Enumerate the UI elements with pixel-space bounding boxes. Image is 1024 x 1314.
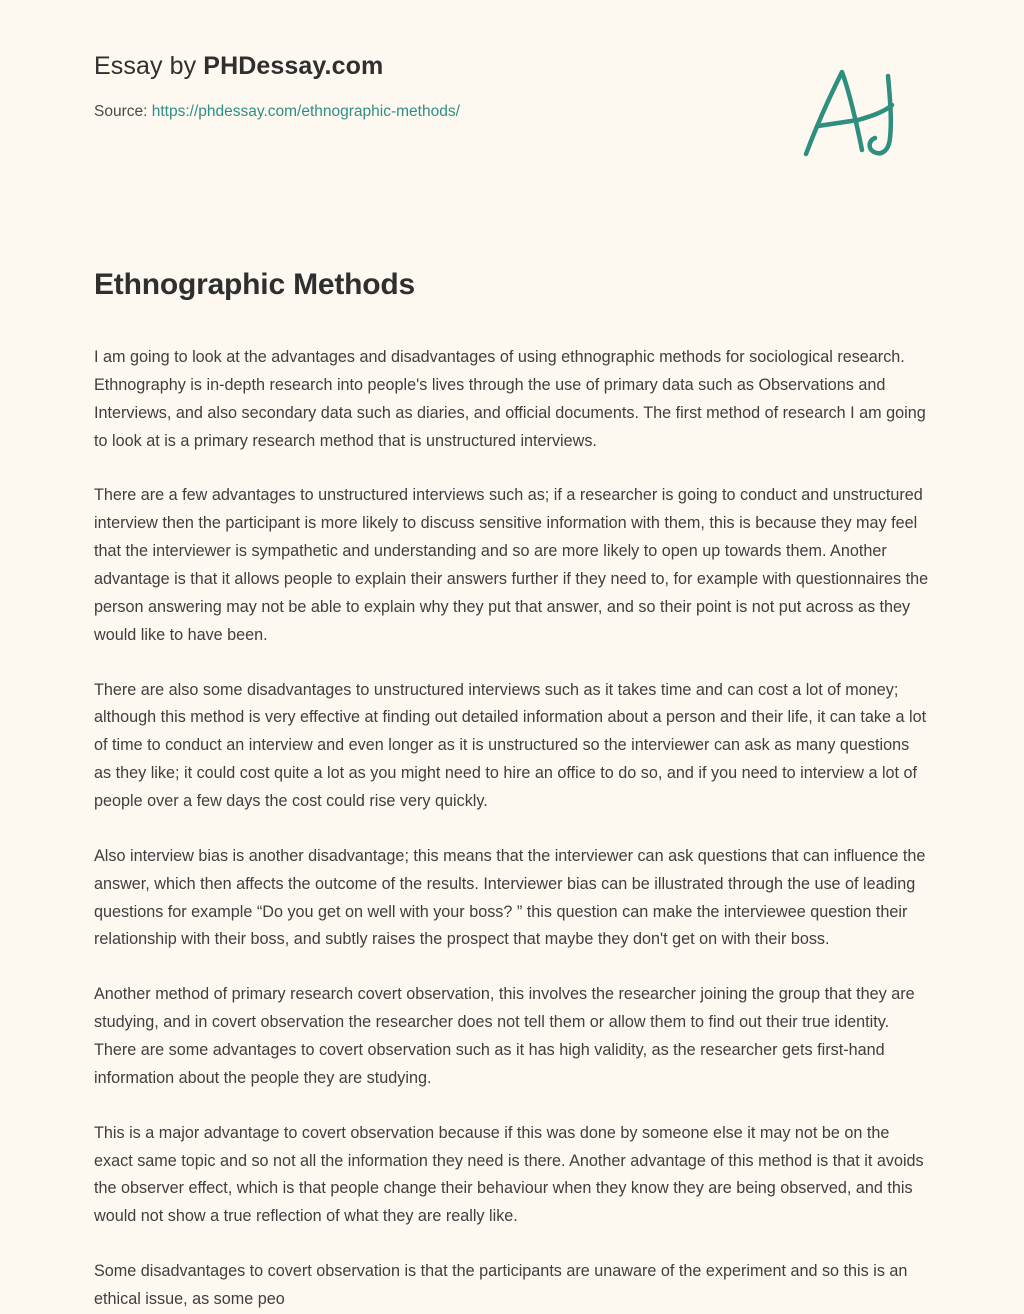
document-header <box>94 52 930 172</box>
body-paragraph: Some disadvantages to covert observation is that the participants are unaware of the experiment and so this is an ethical issue, as some peo <box>94 1262 908 1309</box>
page-title: Ethnographic Methods <box>94 268 415 301</box>
body-paragraph: Also interview bias is another disadvantage; this means that the interviewer can ask questions that can influence the answer, which then affects the outcome of the results. Interviewer bias can be illustrated through the use of leading questions for example “Do you get on well with your boss? ” this question can make the interviewee question their relationship with their boss, and subtly raises the prospect that maybe they don't get on with their boss. <box>94 846 926 949</box>
brand-by-label: by <box>162 52 204 80</box>
brand-site-label: PHDessay.com <box>203 52 384 80</box>
document-body <box>94 344 930 1314</box>
body-paragraph: I am going to look at the advantages and disadvantages of using ethnographic methods for sociological research. Ethnography is in-depth research into people's lives through the use of primary data such as Observations and Interviews, and also secondary data such as diaries, and official documents. The first method of research I am going to look at is a primary research method that is unstructured interviews. <box>94 348 926 450</box>
body-paragraph: There are a few advantages to unstructured interviews such as; if a researcher is going to conduct and unstructured interview then the participant is more likely to discuss sensitive information with them, this is because they may feel that the interviewer is sympathetic and understanding and so are more likely to open up towards them. Another advantage is that it allows people to explain their answers further if they need to, for example with questionnaires the person answering may not be able to explain why they put that answer, and so their point is not put across as they would like to have been. <box>94 486 929 644</box>
phdessay-logo-icon <box>792 58 912 168</box>
body-paragraph: This is a major advantage to covert observation because if this was done by someone else it may not be on the exact same topic and so not all the information they need is there. Another advantage of this method is that it avoids the observer effect, which is that people change their behaviour when they know they are being observed, and this would not show a true reflection of what they are really like. <box>94 1123 924 1226</box>
body-paragraph: Another method of primary research covert observation, this involves the researcher joining the group that they are studying, and in covert observation the researcher does not tell them or allow them to find out their true identity. There are some advantages to covert observation such as it has high validity, as the researcher gets first-hand information about the people they are studying. <box>94 985 915 1087</box>
brand-essay-label: Essay <box>94 52 163 80</box>
source-url-link[interactable]: https://phdessay.com/ethnographic-methods/ <box>151 103 460 120</box>
body-paragraph: There are also some disadvantages to unstructured interviews such as it takes time and can cost a lot of money; although this method is very effective at finding out detailed information about a person and their life, it can take a lot of time to conduct an interview and even longer as it is unstructured so the interviewer can ask as many questions as they like; it could cost quite a lot as you might need to hire an office to do so, and if you need to interview a lot of people over a few days the cost could rise very quickly. <box>94 680 927 811</box>
source-label: Source: <box>94 103 152 120</box>
